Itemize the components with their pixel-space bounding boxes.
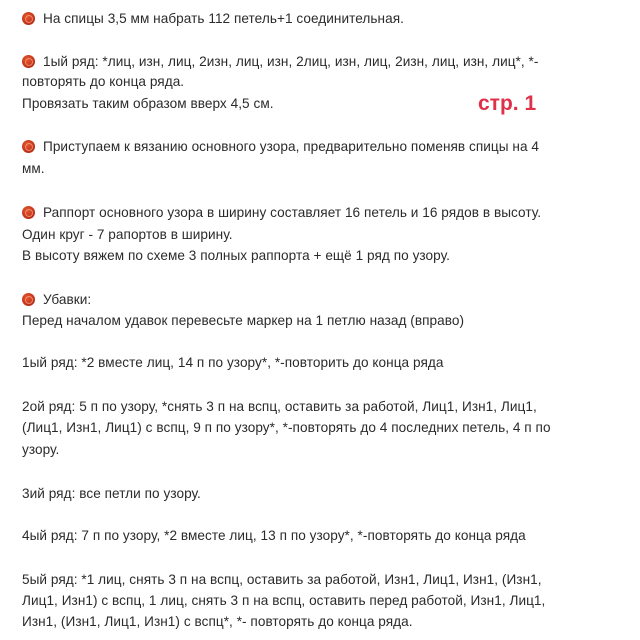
instruction-line: 3ий ряд: все петли по узору.: [22, 486, 201, 501]
yarn-ball-icon: [22, 55, 35, 68]
instruction-line: 2ой ряд: 5 п по узору, *снять 3 п на вспц, оставить за работой, Лиц1, Изн1, Лиц1,: [22, 399, 537, 414]
yarn-ball-icon: [22, 140, 35, 153]
instruction-line: Лиц1, Изн1) с вспц, 1 лиц, снять 3 п на вспц, оставить перед работой, Изн1, Лиц1,: [22, 593, 546, 608]
instruction-line: Изн1, (Изн1, Лиц1, Изн1) с вспц*, *- повторять до конца ряда.: [22, 614, 413, 629]
yarn-ball-icon: [22, 206, 35, 219]
instruction-line: (Лиц1, Изн1, Лиц1) с вспц, 9 п по узору*, *-повторять до 4 последних петель, 4 п по: [22, 420, 551, 435]
instruction-line: На спицы 3,5 мм набрать 112 петель+1 соединительная.: [22, 9, 404, 29]
instruction-line: узору.: [22, 442, 60, 457]
instruction-line: 4ый ряд: 7 п по узору, *2 вместе лиц, 13 п по узору*, *-повторять до конца ряда: [22, 528, 526, 543]
instruction-line: Один круг - 7 рапортов в ширину.: [22, 227, 233, 242]
page-number-label: стр. 1: [478, 92, 537, 115]
instruction-line: повторять до конца ряда.: [22, 74, 185, 89]
instruction-line: 5ый ряд: *1 лиц, снять 3 п на вспц, оставить за работой, Изн1, Лиц1, Изн1, (Изн1,: [22, 572, 542, 587]
instruction-line: 1ый ряд: *2 вместе лиц, 14 п по узору*, *-повторить до конца ряда: [22, 355, 444, 370]
yarn-ball-icon: [22, 12, 35, 25]
instruction-line: Приступаем к вязанию основного узора, предварительно поменяв спицы на 4: [22, 137, 539, 157]
instruction-line: Провязать таким образом вверх 4,5 см.: [22, 96, 274, 111]
instruction-line: мм.: [22, 161, 45, 176]
instruction-line: В высоту вяжем по схеме 3 полных раппорта + ещё 1 ряд по узору.: [22, 248, 450, 263]
instruction-line: Перед началом удавок перевесьте маркер на 1 петлю назад (вправо): [22, 313, 465, 328]
instruction-line: Раппорт основного узора в ширину составляет 16 петель и 16 рядов в высоту.: [22, 203, 541, 223]
instruction-line: Убавки:: [22, 290, 91, 310]
instruction-line: 1ый ряд: *лиц, изн, лиц, 2изн, лиц, изн, 2лиц, изн, лиц, 2изн, лиц, изн, лиц*, *-: [22, 52, 538, 72]
yarn-ball-icon: [22, 293, 35, 306]
